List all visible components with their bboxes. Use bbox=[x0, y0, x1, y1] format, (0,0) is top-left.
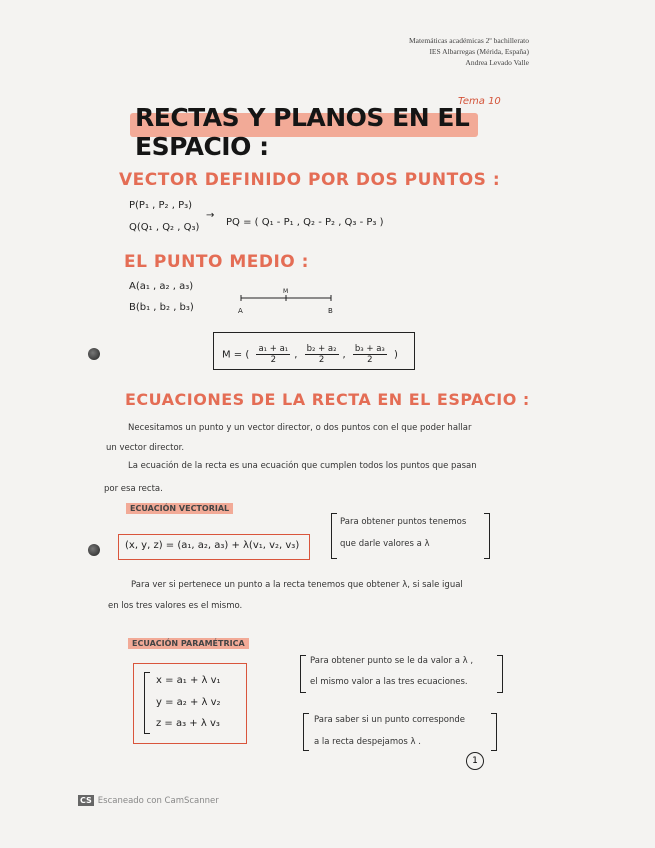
binder-hole bbox=[88, 544, 100, 556]
parametric-y: y = a₂ + λ v₂ bbox=[156, 697, 221, 708]
vector-pq: PQ = ( Q₁ - P₁ , Q₂ - P₂ , Q₃ - P₃ ) bbox=[226, 217, 384, 228]
note-3-line-1: Para saber si un punto corresponde bbox=[314, 715, 465, 725]
midpoint-formula-box: M = ( $\frac{\text{a₁ + a₁}}{2}$ , $\frac{\text{b₂ + a₂}}{2}$ , $\frac{\text{b₃ + a₃}}{2}$ ) bbox=[213, 332, 415, 370]
page-number: 1 bbox=[466, 752, 484, 770]
section-heading-vector: VECTOR DEFINIDO POR DOS PUNTOS : bbox=[119, 170, 501, 190]
parametric-x: x = a₁ + λ v₁ bbox=[156, 675, 221, 686]
note-3-bracket-right bbox=[491, 713, 497, 751]
arrow-icon: → bbox=[206, 210, 215, 221]
parametric-brace bbox=[144, 672, 150, 734]
tema-label: Tema 10 bbox=[458, 96, 501, 107]
vector-equation-box bbox=[118, 534, 310, 560]
paragraph-3-line-2: en los tres valores es el mismo. bbox=[108, 601, 243, 611]
scanner-text: Escaneado con CamScanner bbox=[97, 795, 219, 806]
header-school: IES Albarregas (Mérida, España) bbox=[429, 47, 529, 56]
point-q: Q(Q₁ , Q₂ , Q₃) bbox=[129, 222, 200, 233]
note-2-line-1: Para obtener punto se le da valor a λ , bbox=[310, 656, 474, 666]
fraction-1-num: a₁ + a₁ bbox=[258, 344, 289, 354]
fraction-2-den: 2 bbox=[318, 355, 325, 365]
paragraph-1-line-1: Necesitamos un punto y un vector director, o dos puntos con el que poder hallar bbox=[128, 423, 472, 433]
section-heading-line-equations: ECUACIONES DE LA RECTA EN EL ESPACIO : bbox=[125, 390, 530, 409]
point-b: B(b₁ , b₂ , b₃) bbox=[129, 302, 194, 313]
point-p: P(P₁ , P₂ , P₃) bbox=[129, 200, 193, 211]
document-header bbox=[409, 35, 529, 68]
label-b: B bbox=[328, 307, 333, 315]
scanner-watermark bbox=[78, 795, 219, 806]
segment-diagram bbox=[235, 288, 345, 316]
note-2-line-2: el mismo valor a las tres ecuaciones. bbox=[310, 677, 468, 687]
fraction-1-den: 2 bbox=[270, 355, 277, 365]
vector-equation: (x, y, z) = (a₁, a₂, a₃) + λ(v₁, v₂, v₃) bbox=[125, 540, 300, 551]
header-course: Matemáticas académicas 2º bachillerato bbox=[409, 36, 529, 45]
label-m: M bbox=[283, 288, 289, 295]
note-1-bracket-right bbox=[484, 513, 490, 559]
point-a: A(a₁ , a₂ , a₃) bbox=[129, 281, 194, 292]
fraction-2-num: b₂ + a₂ bbox=[306, 344, 337, 354]
note-3-line-2: a la recta despejamos λ . bbox=[314, 737, 421, 747]
paragraph-1-line-2: un vector director. bbox=[106, 443, 185, 453]
fraction-2 bbox=[305, 344, 339, 365]
subheading-parametric-equation: ECUACIÓN PARAMÉTRICA bbox=[128, 638, 249, 649]
fraction-1 bbox=[256, 344, 290, 365]
fraction-3 bbox=[353, 344, 387, 365]
parametric-z: z = a₃ + λ v₃ bbox=[156, 718, 220, 729]
fraction-3-den: 2 bbox=[367, 355, 373, 365]
section-heading-midpoint: EL PUNTO MEDIO : bbox=[124, 252, 309, 272]
fraction-3-num: b₃ + a₃ bbox=[354, 344, 385, 354]
binder-hole bbox=[88, 348, 100, 360]
page-title: RECTAS Y PLANOS EN EL ESPACIO : bbox=[135, 103, 470, 161]
note-1-line-1: Para obtener puntos tenemos bbox=[340, 517, 467, 527]
note-1-bracket-left bbox=[331, 513, 337, 559]
camscanner-logo-icon: CS bbox=[80, 796, 92, 805]
header-author: Andrea Levado Valle bbox=[465, 58, 529, 67]
parametric-equation-box bbox=[133, 663, 247, 744]
note-1-line-2: que darle valores a λ bbox=[340, 539, 430, 549]
label-a: A bbox=[238, 307, 243, 315]
note-2-bracket-right bbox=[497, 655, 503, 693]
note-3-bracket-left bbox=[303, 713, 309, 751]
note-2-bracket-left bbox=[300, 655, 306, 693]
midpoint-close: ) bbox=[394, 349, 398, 361]
midpoint-label: M = ( bbox=[222, 349, 250, 361]
paragraph-3-line-1: Para ver si pertenece un punto a la recta tenemos que obtener λ, si sale igual bbox=[131, 580, 463, 590]
subheading-vector-equation: ECUACIÓN VECTORIAL bbox=[126, 503, 233, 514]
paragraph-2-line-2: por esa recta. bbox=[104, 484, 163, 494]
paragraph-2-line-1: La ecuación de la recta es una ecuación que cumplen todos los puntos que pasan bbox=[128, 461, 477, 471]
